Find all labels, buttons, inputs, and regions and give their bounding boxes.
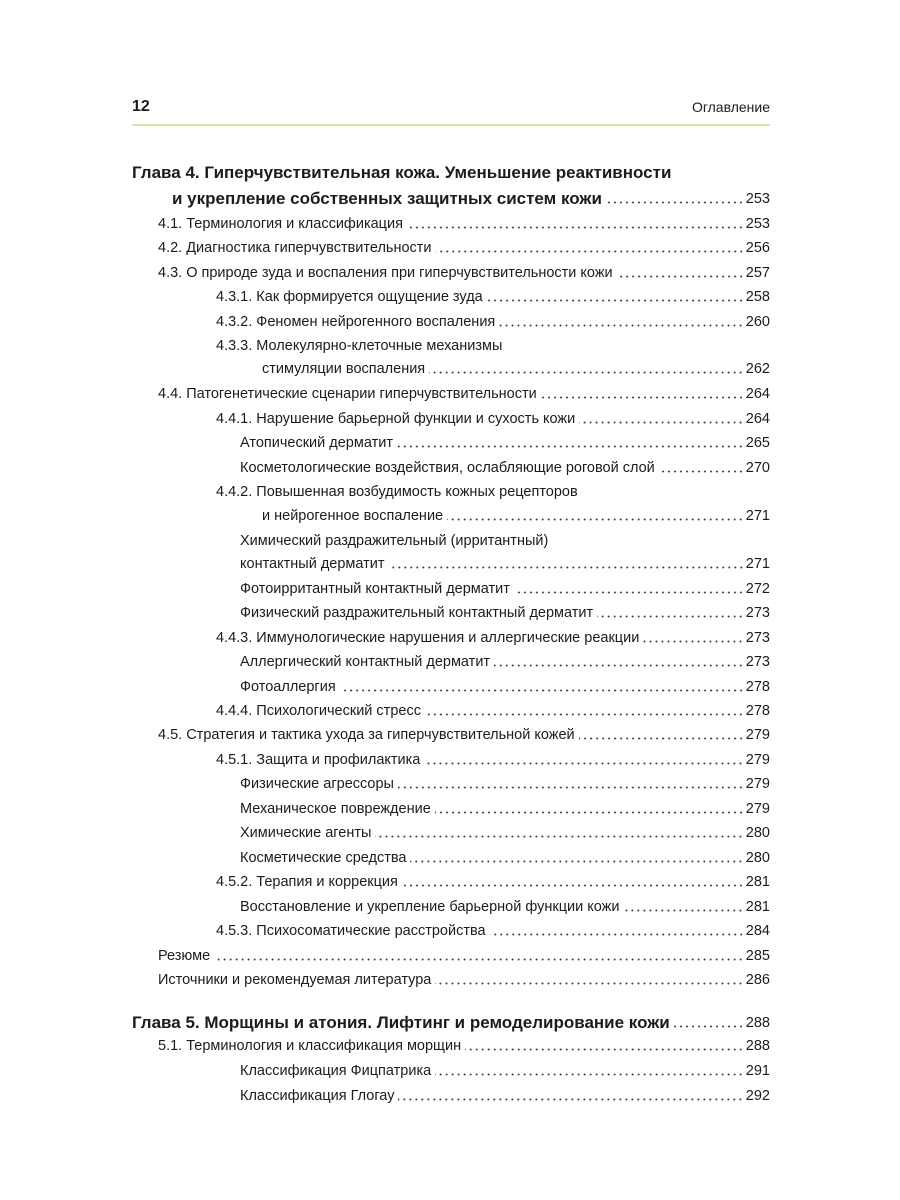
leader-dots bbox=[541, 396, 744, 399]
toc-entry bbox=[158, 211, 770, 233]
toc-page-number: 258 bbox=[745, 289, 770, 305]
toc-entry bbox=[262, 356, 770, 378]
page-number: 12 bbox=[132, 98, 150, 115]
toc-entry-text: Механическое повреждение bbox=[240, 801, 431, 817]
toc-entry bbox=[216, 479, 770, 501]
toc-entry-text: Аллергический контактный дерматит bbox=[240, 654, 491, 670]
toc-entry bbox=[240, 551, 770, 573]
leader-dots bbox=[499, 324, 744, 327]
leader-dots bbox=[425, 713, 744, 716]
toc-page-number: 273 bbox=[745, 654, 770, 670]
toc-entry bbox=[158, 722, 770, 744]
leader-dots bbox=[674, 1025, 744, 1028]
toc-entry bbox=[216, 406, 770, 428]
toc-entry-text: Источники и рекомендуемая литература bbox=[158, 972, 432, 988]
leader-dots bbox=[487, 299, 744, 302]
toc-entry bbox=[240, 1058, 770, 1080]
toc-page-number: 256 bbox=[745, 240, 770, 256]
leader-dots bbox=[214, 958, 744, 961]
toc-page-number: 271 bbox=[745, 508, 770, 524]
toc-chapter-title bbox=[132, 158, 770, 182]
toc-chapter-title bbox=[132, 1008, 770, 1032]
toc-entry bbox=[216, 869, 770, 891]
toc-page-number: 279 bbox=[745, 752, 770, 768]
leader-dots bbox=[659, 470, 744, 473]
toc-entry-text: 4.1. Терминология и классификация bbox=[158, 216, 403, 232]
toc-entry-text: 5.1. Терминология и классификация морщин bbox=[158, 1038, 462, 1054]
toc-entry-text: контактный дерматит bbox=[240, 556, 385, 572]
toc-entry bbox=[240, 796, 770, 818]
toc-page-number: 253 bbox=[745, 191, 770, 207]
toc-entry-text: Резюме bbox=[158, 948, 211, 964]
toc-entry bbox=[240, 430, 770, 452]
toc-page-number: 265 bbox=[745, 435, 770, 451]
toc-page-number: 278 bbox=[745, 703, 770, 719]
toc-entry-text: и нейрогенное воспаление bbox=[262, 508, 444, 524]
toc-entry-text: Восстановление и укрепление барьерной функции кожи bbox=[240, 899, 620, 915]
toc-entry bbox=[216, 918, 770, 940]
toc-page-number: 281 bbox=[745, 899, 770, 915]
leader-dots bbox=[579, 421, 744, 424]
toc-page-number: 257 bbox=[745, 265, 770, 281]
header-rule bbox=[132, 124, 770, 126]
toc-page-number: 280 bbox=[745, 825, 770, 841]
leader-dots bbox=[435, 982, 743, 985]
leader-dots bbox=[398, 786, 744, 789]
toc-entry bbox=[216, 747, 770, 769]
toc-entry-text: 4.4.4. Психологический стресс bbox=[216, 703, 421, 719]
leader-dots bbox=[606, 201, 744, 204]
toc-entry bbox=[158, 943, 770, 965]
toc-page-number: 271 bbox=[745, 556, 770, 572]
toc-page-number: 273 bbox=[745, 605, 770, 621]
toc-entry bbox=[216, 625, 770, 647]
leader-dots bbox=[375, 835, 743, 838]
toc-page-number: 264 bbox=[745, 386, 770, 402]
leader-dots bbox=[579, 737, 744, 740]
toc-entry-text: 4.5.1. Защита и профилактика bbox=[216, 752, 421, 768]
toc-chapter-title bbox=[172, 184, 770, 208]
toc-entry-text: 4.3.3. Молекулярно-клеточные механизмы bbox=[216, 338, 503, 354]
toc-entry-text: 4.4.1. Нарушение барьерной функции и сухость кожи bbox=[216, 411, 576, 427]
toc-entry bbox=[240, 771, 770, 793]
leader-dots bbox=[514, 591, 744, 594]
leader-dots bbox=[436, 250, 744, 253]
toc-page-number: 273 bbox=[745, 630, 770, 646]
toc-entry bbox=[240, 649, 770, 671]
toc-page-number: 253 bbox=[745, 216, 770, 232]
toc-entry-text: 4.4. Патогенетические сценарии гиперчувствительности bbox=[158, 386, 537, 402]
toc-entry-text: Атопический дерматит bbox=[240, 435, 393, 451]
toc-entry bbox=[216, 333, 770, 355]
toc-entry bbox=[240, 820, 770, 842]
toc-entry bbox=[158, 235, 770, 257]
toc-page-number: 292 bbox=[745, 1088, 770, 1104]
leader-dots bbox=[398, 1098, 743, 1101]
leader-dots bbox=[435, 1073, 744, 1076]
toc-page-number: 279 bbox=[745, 727, 770, 743]
toc-entry bbox=[240, 576, 770, 598]
toc-page-number: 281 bbox=[745, 874, 770, 890]
leader-dots bbox=[465, 1048, 744, 1051]
toc-page-number: 288 bbox=[745, 1015, 770, 1031]
toc-entry bbox=[158, 260, 770, 282]
leader-dots bbox=[429, 371, 744, 374]
leader-dots bbox=[435, 811, 744, 814]
leader-dots bbox=[410, 860, 743, 863]
toc-entry-text: 4.5. Стратегия и тактика ухода за гиперчувствительной кожей bbox=[158, 727, 575, 743]
toc-entry-text: стимуляции воспаления bbox=[262, 361, 426, 377]
toc-entry bbox=[240, 600, 770, 622]
toc-entry-text: 4.2. Диагностика гиперчувствительности bbox=[158, 240, 432, 256]
toc-page-number: 270 bbox=[745, 460, 770, 476]
leader-dots bbox=[407, 226, 744, 229]
toc-entry-text: Косметические средства bbox=[240, 850, 407, 866]
toc-entry bbox=[158, 381, 770, 403]
toc-entry-text: 4.5.2. Терапия и коррекция bbox=[216, 874, 398, 890]
toc-entry-text: 4.4.3. Иммунологические нарушения и аллергические реакции bbox=[216, 630, 640, 646]
toc-entry bbox=[158, 967, 770, 989]
toc-page-number: 260 bbox=[745, 314, 770, 330]
toc-entry-text: Фотоаллергия bbox=[240, 679, 336, 695]
leader-dots bbox=[389, 566, 744, 569]
toc-page-number: 286 bbox=[745, 972, 770, 988]
leader-dots bbox=[490, 933, 744, 936]
leader-dots bbox=[447, 518, 744, 521]
toc-entry-text: 4.5.3. Психосоматические расстройства bbox=[216, 923, 486, 939]
toc-entry bbox=[216, 309, 770, 331]
toc-entry bbox=[158, 1033, 770, 1055]
toc-page-number: 279 bbox=[745, 776, 770, 792]
leader-dots bbox=[340, 689, 744, 692]
leader-dots bbox=[494, 664, 744, 667]
toc-entry bbox=[240, 1083, 770, 1105]
leader-dots bbox=[424, 762, 743, 765]
toc-entry-text: и укрепление собственных защитных систем кожи bbox=[172, 189, 602, 208]
toc-entry-text: Косметологические воздействия, ослабляющие роговой слой bbox=[240, 460, 655, 476]
page-header bbox=[132, 96, 770, 122]
toc-entry-text: Физический раздражительный контактный дерматит bbox=[240, 605, 594, 621]
toc-entry bbox=[216, 284, 770, 306]
toc-entry-text: 4.3.1. Как формируется ощущение зуда bbox=[216, 289, 483, 305]
section-title: Оглавление bbox=[691, 99, 770, 115]
toc-page-number: 278 bbox=[745, 679, 770, 695]
toc-page-number: 279 bbox=[745, 801, 770, 817]
toc-entry bbox=[240, 455, 770, 477]
toc-page-number: 262 bbox=[745, 361, 770, 377]
leader-dots bbox=[397, 445, 744, 448]
leader-dots bbox=[597, 615, 744, 618]
toc-entry-text: Фотоирритантный контактный дерматит bbox=[240, 581, 510, 597]
toc-page-number: 284 bbox=[745, 923, 770, 939]
toc-entry-text: 4.3. О природе зуда и воспаления при гиперчувствительности кожи bbox=[158, 265, 613, 281]
toc-page-number: 280 bbox=[745, 850, 770, 866]
toc-entry-text: Физические агрессоры bbox=[240, 776, 394, 792]
leader-dots bbox=[623, 909, 743, 912]
toc-page-number: 291 bbox=[745, 1063, 770, 1079]
toc-entry-text: 4.4.2. Повышенная возбудимость кожных рецепторов bbox=[216, 484, 578, 500]
toc-page-number: 288 bbox=[745, 1038, 770, 1054]
toc-page-number: 285 bbox=[745, 948, 770, 964]
toc-entry bbox=[240, 674, 770, 696]
toc-page-number: 264 bbox=[745, 411, 770, 427]
toc-entry-text: Химический раздражительный (ирритантный) bbox=[240, 533, 549, 549]
leader-dots bbox=[402, 884, 744, 887]
toc-entry bbox=[240, 528, 770, 550]
toc-entry-text: Глава 5. Морщины и атония. Лифтинг и ремоделирование кожи bbox=[132, 1013, 670, 1032]
leader-dots bbox=[617, 275, 744, 278]
leader-dots bbox=[643, 640, 744, 643]
toc-entry-text: Химические агенты bbox=[240, 825, 372, 841]
toc-entry-text: Классификация Глогау bbox=[240, 1088, 395, 1104]
toc-entry-text: Классификация Фицпатрика bbox=[240, 1063, 432, 1079]
toc-page-number: 272 bbox=[745, 581, 770, 597]
toc-entry bbox=[262, 503, 770, 525]
toc-entry bbox=[240, 845, 770, 867]
toc-entry bbox=[240, 894, 770, 916]
toc-entry-text: Глава 4. Гиперчувствительная кожа. Уменьшение реактивности bbox=[132, 163, 672, 182]
toc-entry bbox=[216, 698, 770, 720]
toc-entry-text: 4.3.2. Феномен нейрогенного воспаления bbox=[216, 314, 496, 330]
